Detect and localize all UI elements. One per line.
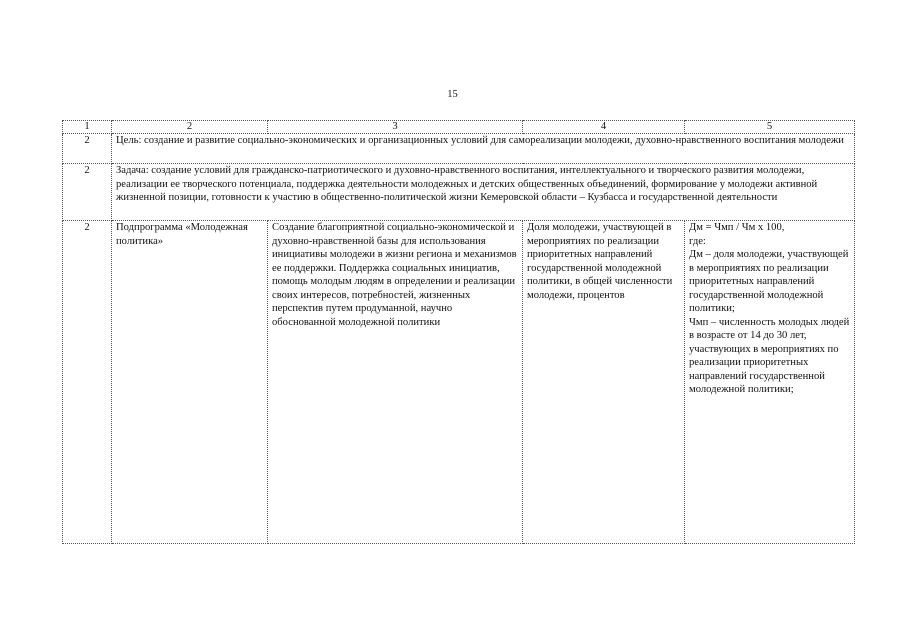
header-cell-5: 5: [685, 121, 855, 134]
table-header-row: [63, 121, 855, 134]
subprogram-row-number: 2: [63, 221, 112, 544]
header-cell-2: 2: [112, 121, 268, 134]
goal-row-number: 2: [63, 134, 112, 164]
indicator-table: [62, 120, 855, 544]
page-number: 15: [447, 89, 458, 100]
header-cell-4: 4: [523, 121, 685, 134]
header-cell-1: 1: [63, 121, 112, 134]
task-text: Задача: создание условий для гражданско-патриотического и духовно-нравственного воспитания, интеллектуального и творческого развития молодежи, реализации ее творческого потенциала, поддержка деятельности молодежных и детских общественных объединений, формирование у молодежи активной жизненной позиции, готовности к участию в общественно-политической жизни Кемеровской области – Кузбасса и государственной деятельности: [112, 164, 855, 221]
goal-row: [63, 134, 855, 164]
task-row: [63, 164, 855, 221]
subprogram-name: Подпрограмма «Молодежная политика»: [112, 221, 268, 544]
subprogram-description: Создание благоприятной социально-экономической и духовно-нравственной базы для использования инициативы молодежи в жизни региона и механизмов ее поддержки. Поддержка социальных инициатив, помощь молодым людям в определении и реализации своих интересов, потребностей, жизненных перспектив путем продуманной, научно обоснованной молодежной политики: [268, 221, 523, 544]
goal-text: Цель: создание и развитие социально-экономических и организационных условий для самореализации молодежи, духовно-нравственного воспитания молодежи: [112, 134, 855, 164]
subprogram-row: [63, 221, 855, 544]
header-cell-3: 3: [268, 121, 523, 134]
indicator-name: Доля молодежи, участвующей в мероприятиях по реализации приоритетных направлений государственной молодежной политики, в общей численности молодежи, процентов: [523, 221, 685, 544]
task-row-number: 2: [63, 164, 112, 221]
indicator-formula: Дм = Чмп / Чм х 100, где: Дм – доля молодежи, участвующей в мероприятиях по реализации приоритетных направлений государственной молодежной политики; Чмп – численность молодых людей в возрасте от 14 до 30 лет, участвующих в мероприятиях по реализации приоритетных направлений государственной молодежной политики;: [685, 221, 855, 544]
